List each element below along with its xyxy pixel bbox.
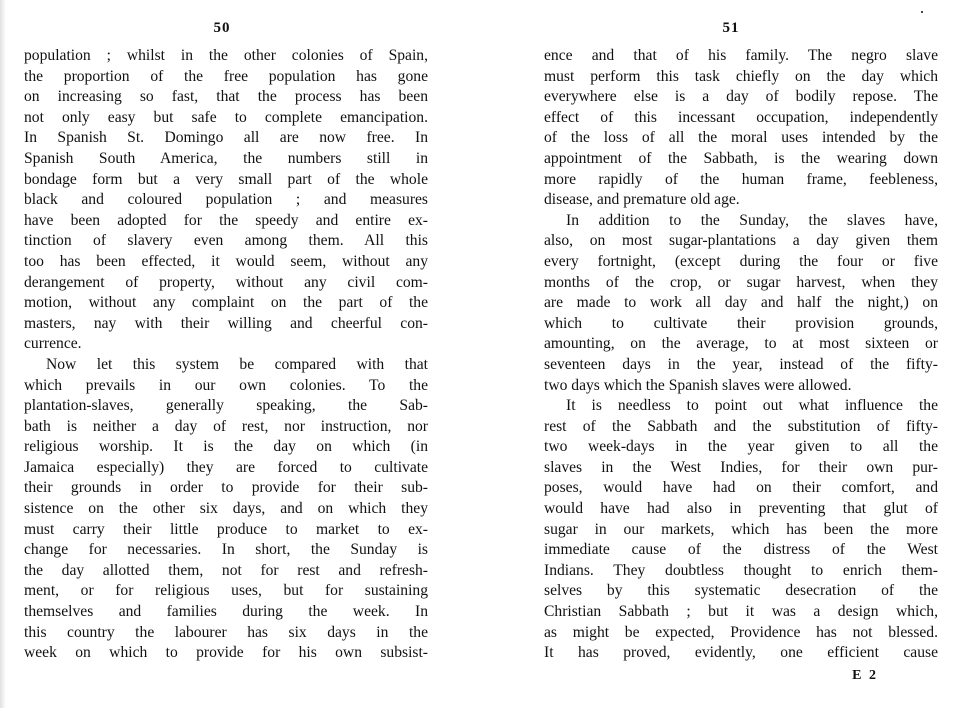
text-line: on increasing so fast, that the process has been (24, 88, 428, 106)
text-line: themselves and families during the week. In (24, 603, 428, 621)
text-line: ment, or for religious uses, but for sustaining (24, 582, 428, 600)
text-line: slaves in the West Indies, for their own pur- (544, 458, 938, 476)
text-line: In Spanish St. Domingo all are now free. In (24, 129, 428, 147)
text-line: have been adopted for the speedy and entire ex- (24, 211, 428, 229)
text-line: Spanish South America, the numbers still in (24, 149, 428, 167)
text-line: are made to work all day and half the night,) on (544, 294, 938, 312)
text-line: appointment of the Sabbath, is the wearing down (544, 149, 938, 167)
signature-mark: E 2 (852, 668, 878, 683)
text-line: Indians. They doubtless thought to enrich them- (544, 561, 938, 579)
right-page (490, 0, 980, 708)
text-line: two days which the Spanish slaves were allowed. (544, 376, 852, 394)
text-line: Christian Sabbath ; but it was a design which, (544, 603, 938, 621)
text-line: bondage form but a very small part of the whole (24, 170, 428, 188)
text-line: more rapidly of the human frame, feebleness, (544, 170, 938, 188)
text-line: the proportion of the free population has gone (24, 67, 428, 85)
text-line: poses, would have had on their comfort, and (544, 479, 938, 497)
page-text (24, 46, 428, 664)
text-line: this country the labourer has six days in the (24, 623, 428, 641)
text-line: religious worship. It is the day on which (in (24, 438, 428, 456)
text-line: seventeen days in the year, instead of the fifty- (544, 355, 938, 373)
text-line: of the loss of all the moral uses intended by the (544, 129, 938, 147)
text-line: black and coloured population ; and measures (24, 191, 428, 209)
text-line: as might be expected, Providence has not blessed. (544, 623, 938, 641)
text-line: which prevails in our own colonies. To the (24, 376, 428, 394)
text-line: week on which to provide for his own subsist- (24, 644, 428, 662)
text-line: Jamaica especially) they are forced to cultivate (24, 458, 428, 476)
text-line: motion, without any complaint on the part of the (24, 294, 428, 312)
text-line: masters, nay with their willing and cheerful con- (24, 314, 428, 332)
text-line: the day allotted them, not for rest and refresh- (24, 561, 428, 579)
text-line: their grounds in order to provide for their sub- (24, 479, 428, 497)
text-line: It is needless to point out what influence the (566, 397, 938, 415)
text-line: sugar in our markets, which has been the more (544, 520, 938, 538)
page-text (544, 46, 938, 664)
text-line: immediate cause of the distress of the West (544, 541, 938, 559)
text-line: derangement of property, without any civil com- (24, 273, 428, 291)
text-line: months of the crop, or sugar harvest, when they (544, 273, 938, 291)
text-line: change for necessaries. In short, the Sunday is (24, 541, 428, 559)
text-line: disease, and premature old age. (544, 191, 740, 209)
text-line: tinction of slavery even among them. All this (24, 232, 428, 250)
text-line: Now let this system be compared with that (46, 355, 428, 373)
text-line: amounting, on the average, to at most sixteen or (544, 335, 938, 353)
text-line: sistence on the other six days, and on which they (24, 500, 428, 518)
text-line: two week-days in the year given to all the (544, 438, 938, 456)
text-line: effect of this incessant occupation, independently (544, 108, 938, 126)
text-line: population ; whilst in the other colonies of Spain, (24, 47, 428, 64)
text-line: must carry their little produce to market to ex- (24, 520, 428, 538)
text-line: In addition to the Sunday, the slaves have, (566, 211, 938, 229)
text-line: also, on most sugar-plantations a day given them (544, 232, 938, 250)
text-line: everywhere else is a day of bodily repose. The (544, 88, 938, 106)
page-number: 50 (213, 20, 231, 36)
text-line: too has been effected, it would seem, without any (24, 252, 428, 270)
text-line: would have had also in preventing that glut of (544, 500, 938, 518)
text-line: which to cultivate their provision grounds, (544, 314, 938, 332)
text-line: ence and that of his family. The negro slave (544, 47, 938, 64)
text-line: rest of the Sabbath and the substitution of fifty- (544, 417, 938, 435)
text-line: not only easy but safe to complete emancipation. (24, 108, 428, 126)
text-line: must perform this task chiefly on the day which (544, 67, 938, 85)
text-line: every fortnight, (except during the four or five (544, 252, 938, 270)
text-line: bath is neither a day of rest, nor instruction, nor (24, 417, 428, 435)
text-line: plantation-slaves, generally speaking, the Sab- (24, 397, 428, 415)
text-line: It has proved, evidently, one efficient cause (544, 644, 938, 662)
text-line: selves by this systematic desecration of the (544, 582, 938, 600)
page-number: 51 (722, 20, 740, 36)
text-line: currence. (24, 335, 82, 353)
